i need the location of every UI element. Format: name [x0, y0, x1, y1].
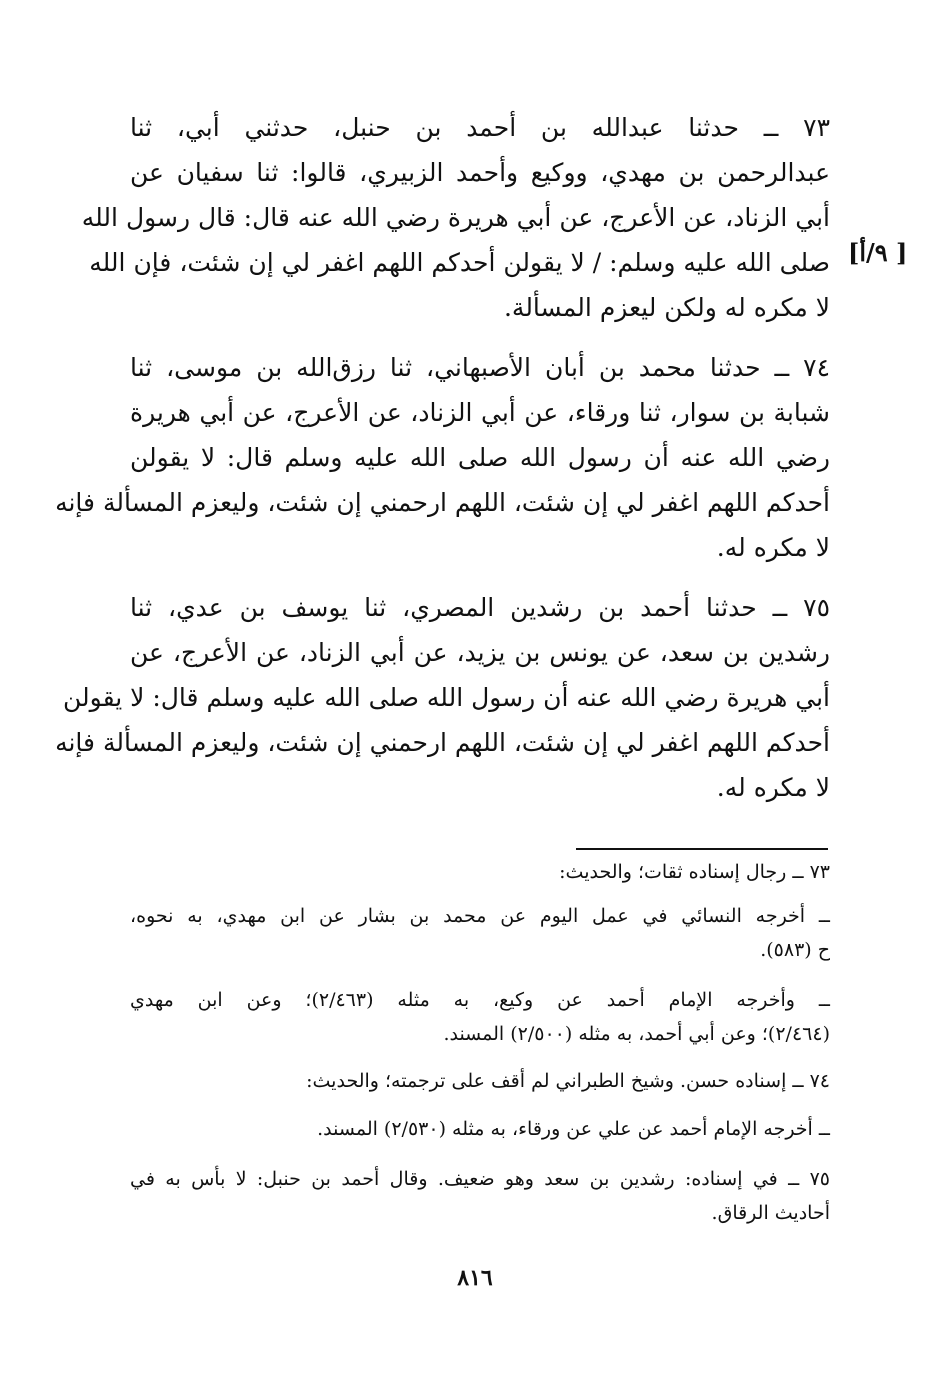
footnote-74 [130, 1064, 830, 1098]
footnote-line: أحاديث الرقاق. [711, 1202, 830, 1224]
hadith-line: ٧٥ ــ حدثنا أحمد بن رشدين المصري، ثنا يوسف بن عدي، ثنا [130, 593, 830, 622]
footnote-73-sub1 [130, 899, 830, 967]
footnote-line: ح (٥٨٣). [760, 939, 830, 961]
hadith-75 [55, 585, 830, 810]
hadith-line: رشدين بن سعد، عن يونس بن يزيد، عن أبي الزناد، عن الأعرج، عن [130, 638, 830, 667]
footnote-line: (٢/٤٦٤)؛ وعن أبي أحمد، به مثله (٢/٥٠٠) المسند. [443, 1023, 830, 1045]
footnote-line: ــ وأخرجه الإمام أحمد عن وكيع، به مثله (٢/٤٦٣)؛ وعن ابن مهدي [130, 989, 830, 1011]
hadith-line: لا مكره له. [716, 773, 830, 802]
hadith-line: ٧٤ ــ حدثنا محمد بن أبان الأصبهاني، ثنا رزق‌الله بن موسى، ثنا [130, 353, 830, 382]
footnote-separator [576, 848, 828, 850]
hadith-line: رضي الله عنه أن رسول الله صلى الله عليه وسلم قال: لا يقولن [130, 443, 830, 472]
footnote-line: ــ أخرجه النسائي في عمل اليوم عن محمد بن بشار عن ابن مهدي، به نحوه، [130, 905, 830, 927]
footnote-line: ٧٣ ــ رجال إسناده ثقات؛ والحديث: [559, 861, 830, 883]
manuscript-folio-ref: [ ٩/أ] [848, 238, 908, 267]
hadith-line: صلى الله عليه وسلم: / لا يقولن أحدكم اللهم اغفر لي إن شئت، فإن الله [89, 248, 830, 277]
hadith-line: عبدالرحمن بن مهدي، ووكيع وأحمد الزبيري، قالوا: ثنا سفيان عن [130, 158, 830, 187]
hadith-74 [55, 345, 830, 570]
footnote-line: ٧٥ ــ في إسناده: رشدين بن سعد وهو ضعيف. وقال أحمد بن حنبل: لا بأس به في [130, 1168, 830, 1190]
footnote-line: ــ أخرجه الإمام أحمد عن علي عن ورقاء، به مثله (٢/٥٣٠) المسند. [317, 1118, 830, 1140]
hadith-line: ٧٣ ــ حدثنا عبدالله بن أحمد بن حنبل، حدثني أبي، ثنا [130, 113, 830, 142]
footnote-73 [130, 855, 830, 889]
hadith-73 [81, 105, 830, 330]
hadith-line: شبابة بن سوار، ثنا ورقاء، عن أبي الزناد، عن الأعرج، عن أبي هريرة [130, 398, 830, 427]
footnote-75 [130, 1162, 830, 1230]
hadith-line: أبي الزناد، عن الأعرج، عن أبي هريرة رضي الله عنه قال: قال رسول الله [81, 203, 830, 232]
footnote-73-sub2 [130, 983, 830, 1051]
page-number: ٨١٦ [457, 1265, 493, 1291]
hadith-line: أبي هريرة رضي الله عنه أن رسول الله صلى الله عليه وسلم قال: لا يقولن [63, 683, 830, 712]
footnote-line: ٧٤ ــ إسناده حسن. وشيخ الطبراني لم أقف على ترجمته؛ والحديث: [306, 1070, 830, 1092]
footnote-74-sub1 [130, 1112, 830, 1146]
hadith-line: أحدكم اللهم اغفر لي إن شئت، اللهم ارحمني إن شئت، وليعزم المسألة فإنه [55, 728, 830, 757]
hadith-line: أحدكم اللهم اغفر لي إن شئت، اللهم ارحمني إن شئت، وليعزم المسألة فإنه [55, 488, 830, 517]
hadith-line: لا مكره له. [716, 533, 830, 562]
hadith-line: لا مكره له ولكن ليعزم المسألة. [503, 293, 830, 322]
